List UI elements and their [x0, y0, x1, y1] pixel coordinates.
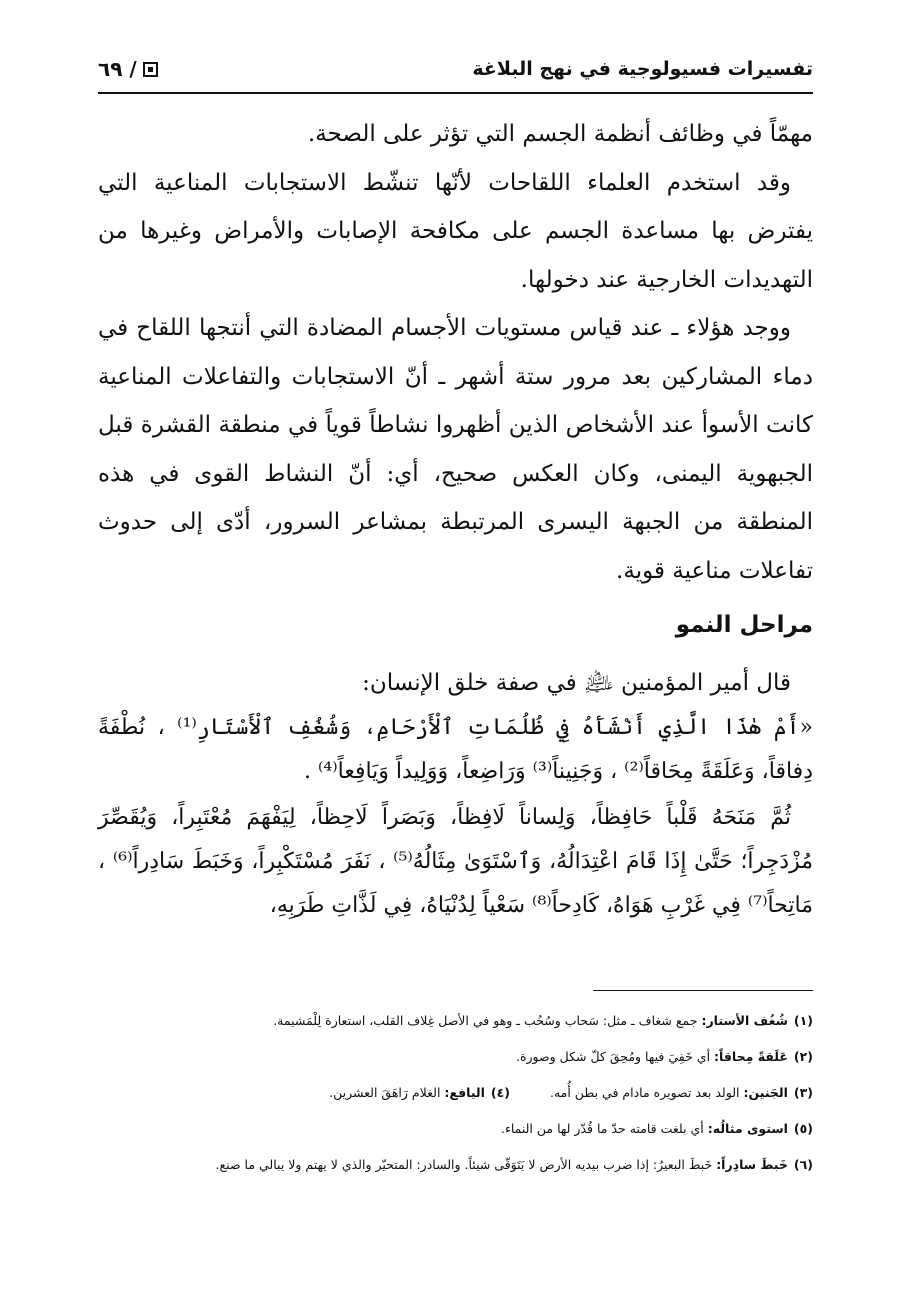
footnote-term: عَلَقةً مِحاقاً:: [714, 1049, 788, 1064]
footnote-body: الولد بعد تصويره مادام في بطن أُمه.: [549, 1085, 740, 1100]
footnote-body: الغلام رَاهَقَ العشرين.: [329, 1085, 441, 1100]
section-title: مراحل النمو: [675, 612, 813, 638]
footnote: [98, 1046, 813, 1068]
quote-paragraph: ثُمَّ مَنَحَهُ قَلْباً حَافِظاً، وَلِساناً لَافِظاً، وَبَصَراً لَاحِظاً، لِيَفْهَمَ مُعْتَبِراً، وَيُقَصِّرَ مُزْدَجِراً؛ حَتَّىٰ إِذَا قَامَ اعْتِدَالُهُ، وَٱسْتَوَىٰ مِثَالُهُ⁽⁵⁾ ، نَفَرَ مُسْتَكْبِراً، وَخَبَطَ سَادِراً⁽⁶⁾ ، مَاتِحاً⁽⁷⁾ فِي غَرْبِ هَوَاهُ، كَادِحاً⁽⁸⁾ سَعْياً لِدُنْيَاهُ، فِي لَذَّاتِ طَرَبِهِ،: [98, 805, 814, 918]
footnote-number: (٣): [793, 1085, 813, 1100]
main-text: [98, 110, 813, 595]
footnote: [329, 1082, 510, 1104]
footnote-term: الجَنين:: [743, 1085, 788, 1100]
footnote-body: أي بلغت قامته حدّ ما قُدّر لها من النماء.: [500, 1121, 704, 1136]
paragraph: وقد استخدم العلماء اللقاحات لأنّها تنشّط الاستجابات المناعية التي يفترض بها مساعدة الجسم على مكافحة الإصابات والأمراض وغيرها من التهديدات الخارجية عند دخولها.: [98, 169, 813, 293]
paragraph: ووجد هؤلاء ـ عند قياس مستويات الأجسام المضادة التي أنتجها اللقاح في دماء المشاركين بعد مرور ستة أشهر ـ أنّ الاستجابات والتفاعلات المناعية كانت الأسوأ عند الأشخاص الذين أظهروا نشاطاً قوياً في منطقة القشرة قبل الجبهوية اليمنى، وكان العكس صحيح، أي: أنّ النشاط القوى في هذه المنطقة من الجبهة اليسرى المرتبطة بمشاعر السرور، أدّى إلى حدوث تفاعلات مناعية قوية.: [98, 315, 813, 584]
footnote: [98, 1010, 813, 1032]
paragraph: مهمّاً في وظائف أنظمة الجسم التي تؤثر على الصحة.: [307, 121, 813, 147]
quote-block: [98, 660, 813, 928]
footnote-text: [98, 1046, 788, 1068]
footnote-number: (١): [793, 1013, 813, 1028]
footnote: [98, 1118, 813, 1140]
footnote-term: خَبطَ سادِراً:: [716, 1157, 788, 1172]
footnote-row: [98, 1082, 813, 1104]
page-header: [98, 46, 813, 94]
page-marker-icon: [143, 62, 158, 77]
footnote-text: [98, 1118, 788, 1140]
footnote-number: (٥): [793, 1121, 813, 1136]
footnote-body: جمع شغاف ـ مثل: سَحاب وسُحُب ـ وهو في الأصل غِلاف القلب، استعارة لِلْمَشيمة.: [273, 1013, 698, 1028]
footnote-number: (٦): [793, 1157, 813, 1172]
footnote-term: استوى مثالُه:: [707, 1121, 788, 1136]
footnote: [98, 1154, 813, 1176]
footnote-text: [98, 1010, 788, 1032]
quote-intro: قال أمير المؤمنين ﵇ في صفة خلق الإنسان:: [362, 670, 791, 696]
footnote-text: [98, 1154, 788, 1176]
book-title: تفسيرات فسيولوجية في نهج البلاغة: [472, 58, 813, 80]
page-number-text: ٦٩ /: [98, 57, 137, 81]
quote-paragraph: «أَمْ هٰذَا الَّذِي أَنْشَأَهُ فِي ظُلُمَاتِ ٱلْأَرْحَامِ، وَشُغُفِ ٱلْأَسْتَارِ⁽¹⁾ ، نُطْفَةً دِفاقاً، وَعَلَقَةً مِحَاقاً⁽²⁾ ، وَجَنِيناً⁽³⁾ وَرَاضِعاً، وَوَلِيداً وَيَافِعاً⁽⁴⁾ .: [98, 715, 813, 784]
footnote: [550, 1082, 813, 1104]
footnote-divider: [593, 990, 813, 991]
footnote-text: [329, 1082, 485, 1104]
footnote-number: (٤): [490, 1085, 510, 1100]
footnote-term: شُغُف الأستار:: [701, 1013, 788, 1028]
footnote-text: [550, 1082, 788, 1104]
footnote-term: اليافع:: [444, 1085, 485, 1100]
footnote-body: خَبطَ البعيرُ: إذا ضرب بيديه الأرض لا يَتَوَقّى شيئاً. والسادر: المتحيّر والذي لا يهتم ولا يبالي ما صنع.: [215, 1157, 713, 1172]
footnotes: [98, 1010, 813, 1190]
footnote-body: أي خَفِيَ فيها ومُحِقَ كلّ شكل وصورة.: [516, 1049, 711, 1064]
footnote-number: (٢): [793, 1049, 813, 1064]
page-number: [98, 57, 158, 81]
